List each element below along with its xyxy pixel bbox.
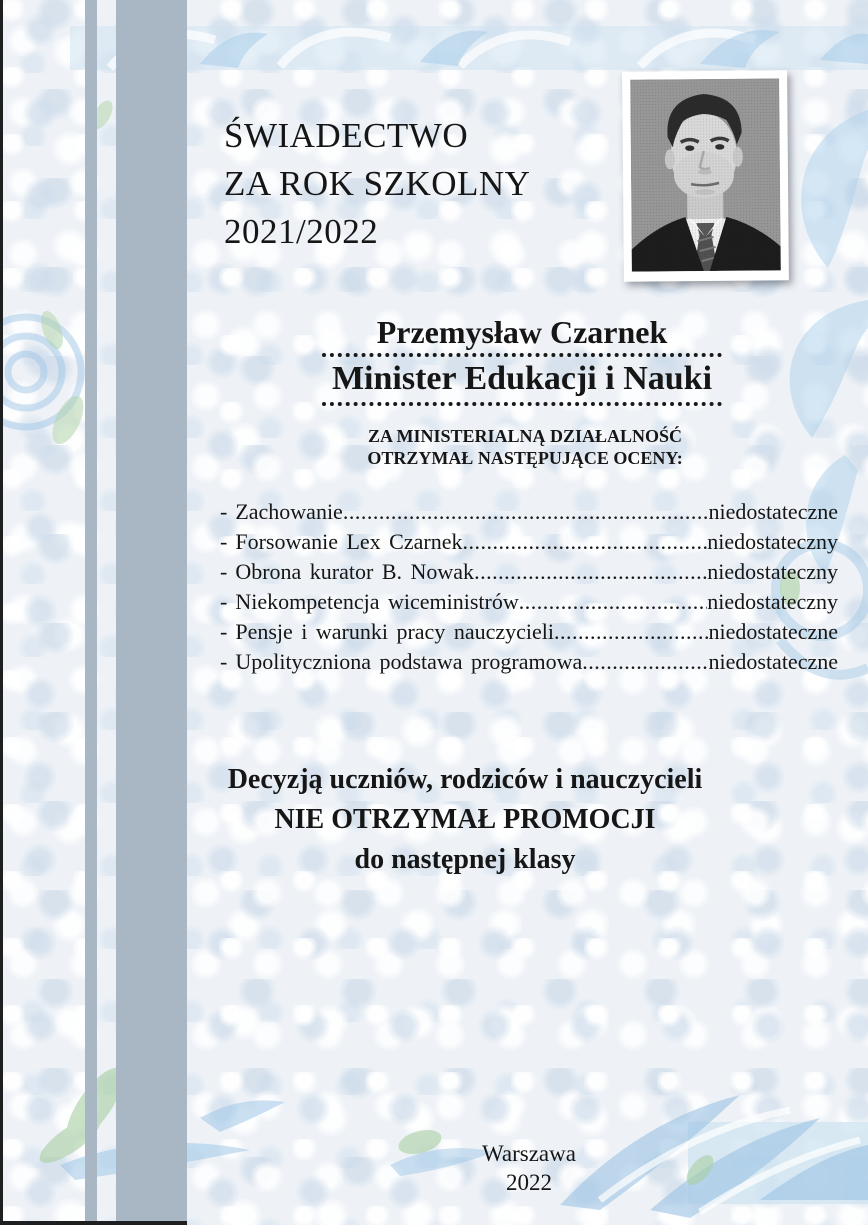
grade-bullet: - bbox=[220, 589, 228, 614]
portrait-photo bbox=[622, 70, 789, 281]
decision-block bbox=[169, 760, 761, 880]
decision-line-1: Decyzją uczniów, rodziców i nauczycieli bbox=[227, 764, 703, 795]
grade-leader-dots bbox=[554, 617, 709, 647]
grades-intro-line-1: ZA MINISTERIALNĄ DZIAŁALNOŚĆ bbox=[367, 426, 683, 446]
grade-subject: Forsowanie Lex Czarnek bbox=[235, 529, 463, 554]
grades-intro-line-2: OTRZYMAŁ NASTĘPUJĄCE OCENY: bbox=[367, 448, 683, 468]
grade-leader-dots bbox=[462, 527, 707, 557]
grade-subject: Zachowanie bbox=[235, 499, 343, 524]
grade-bullet: - bbox=[220, 499, 228, 524]
recipient-name: Przemysław Czarnek bbox=[322, 313, 722, 357]
grades-list bbox=[220, 497, 838, 677]
grade-leader-dots bbox=[343, 497, 709, 527]
grade-value: niedostateczny bbox=[707, 559, 838, 584]
grade-value: niedostateczne bbox=[708, 619, 838, 644]
grade-value: niedostateczne bbox=[708, 649, 838, 674]
grade-value: niedostateczny bbox=[707, 589, 838, 614]
grade-bullet: - bbox=[220, 649, 228, 674]
grade-subject: Obrona kurator B. Nowak bbox=[235, 559, 475, 584]
issue-year: 2022 bbox=[506, 1170, 552, 1195]
grade-leader-dots bbox=[582, 647, 708, 677]
grade-row bbox=[220, 557, 838, 587]
grade-row bbox=[220, 587, 838, 617]
grade-value: niedostateczne bbox=[708, 499, 838, 524]
grade-row bbox=[220, 617, 838, 647]
title-line-3: 2021/2022 bbox=[224, 212, 379, 251]
grade-leader-dots bbox=[474, 557, 707, 587]
decision-line-3: do następnej klasy bbox=[354, 844, 576, 875]
grade-row bbox=[220, 527, 838, 557]
portrait-photo-image bbox=[630, 78, 781, 271]
grade-value: niedostateczny bbox=[707, 529, 838, 554]
decision-line-2: NIE OTRZYMAŁ PROMOCJI bbox=[274, 804, 656, 835]
grades-intro bbox=[305, 425, 745, 469]
grade-subject: Upolityczniona podstawa programowa bbox=[235, 649, 583, 674]
grade-row bbox=[220, 647, 838, 677]
grade-subject: Pensje i warunki pracy nauczycieli bbox=[235, 619, 554, 644]
issue-city: Warszawa bbox=[482, 1141, 576, 1166]
grade-row bbox=[220, 497, 838, 527]
title-line-1: ŚWIADECTWO bbox=[224, 116, 469, 155]
grade-leader-dots bbox=[519, 587, 708, 617]
recipient-block bbox=[312, 313, 732, 406]
grade-subject: Niekompetencja wiceministrów bbox=[235, 589, 519, 614]
grade-bullet: - bbox=[220, 619, 228, 644]
certificate-title bbox=[224, 112, 530, 256]
title-line-2: ZA ROK SZKOLNY bbox=[224, 164, 531, 203]
grade-bullet: - bbox=[220, 559, 228, 584]
issue-place-date bbox=[164, 1139, 868, 1197]
grade-bullet: - bbox=[220, 529, 228, 554]
recipient-role: Minister Edukacji i Nauki bbox=[322, 358, 722, 406]
